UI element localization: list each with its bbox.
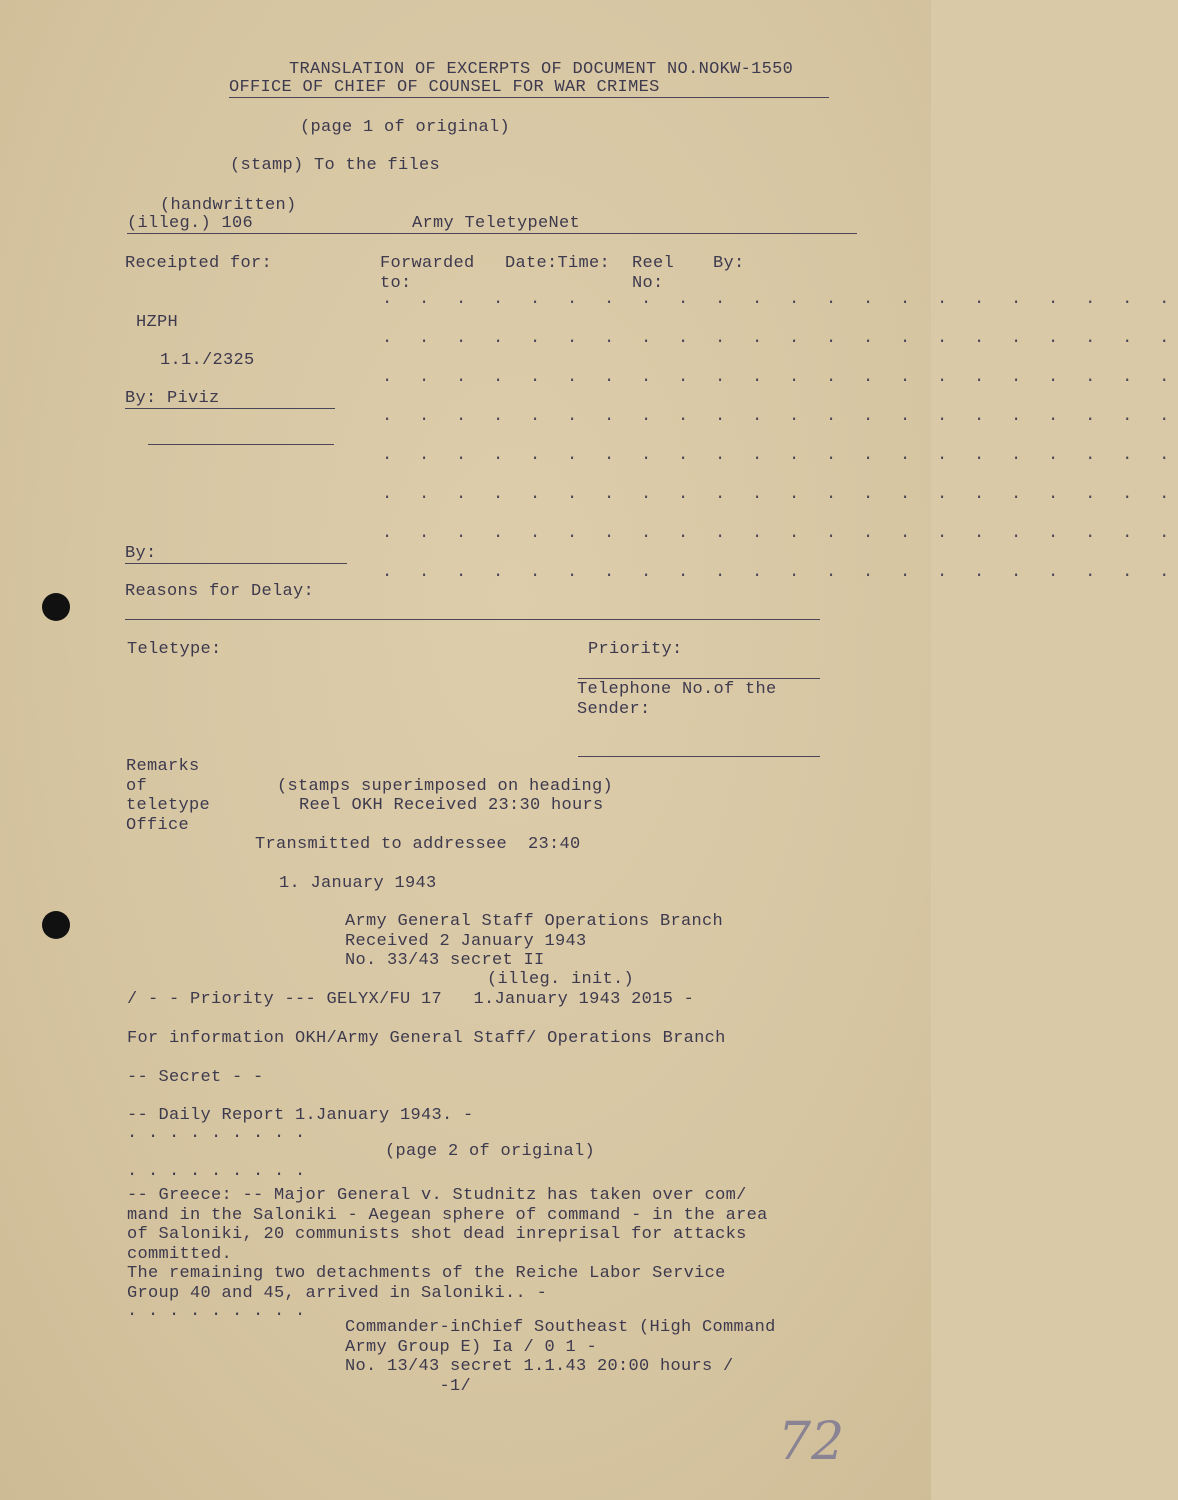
- forwarded-to-label: Forwarded to:: [380, 254, 475, 293]
- dotted-row: . . . . . . . . . . . . . . . . . . . . . .: [382, 563, 1178, 582]
- dotted-row: . . . . . . . . . . . . . . . . . . . . . .: [382, 407, 1178, 426]
- telephone-label: Telephone No.of the Sender:: [577, 680, 777, 719]
- by-signature: By: Piviz: [125, 389, 220, 408]
- secret-line: -- Secret - -: [127, 1068, 264, 1087]
- dotted-row: . . . . . . . . . . . . . . . . . . . . . .: [382, 485, 1178, 504]
- dotted-row: . . . . . . . . . . . . . . . . . . . . . .: [382, 524, 1178, 543]
- handwritten-page-number: 72: [778, 1412, 845, 1472]
- form-title-rule: [127, 233, 857, 234]
- ellipsis-line: . . . . . . . . .: [127, 1162, 306, 1181]
- greece-paragraph: -- Greece: -- Major General v. Studnitz has taken over com/ mand in the Saloniki - Aegean sphere of command - in the area of Saloniki, 20 communists shot dead inreprisal for attacks committed. The remaining two detachments of the Reiche Labor Service Group 40 and 45, arrived in Saloniki.. -: [127, 1186, 768, 1303]
- dotted-row: . . . . . . . . . . . . . . . . . . . . . .: [382, 290, 1178, 309]
- daily-report-line: -- Daily Report 1.January 1943. -: [127, 1106, 474, 1125]
- date-time-label: Date:Time:: [505, 254, 611, 273]
- receipted-for-label: Receipted for:: [125, 254, 273, 273]
- received-branch: Army General Staff Operations Branch: [345, 912, 724, 931]
- page-1-note: (page 1 of original): [300, 118, 511, 137]
- office-name: OFFICE OF CHIEF OF COUNSEL FOR WAR CRIMES: [229, 78, 660, 97]
- dotted-row: . . . . . . . . . . . . . . . . . . . . . .: [382, 368, 1178, 387]
- by-label: By:: [125, 544, 157, 563]
- teletype-date: 1. January 1943: [279, 874, 437, 893]
- telephone-rule: [578, 756, 820, 757]
- reel-received: Reel OKH Received 23:30 hours: [299, 796, 604, 815]
- punch-hole: [42, 911, 70, 939]
- dotted-row: . . . . . . . . . . . . . . . . . . . . . .: [382, 329, 1178, 348]
- receipt-code: HZPH: [136, 313, 179, 332]
- by-label-rule: [125, 563, 347, 564]
- page-2-note: (page 2 of original): [385, 1142, 596, 1161]
- form-separator-rule: [125, 619, 820, 620]
- signature-block: Commander-inChief Southeast (High Command Army Group E) Ia / 0 1 - No. 13/43 secret 1.1.43 20:00 hours / -1/: [345, 1318, 776, 1396]
- received-date: Received 2 January 1943: [345, 932, 587, 951]
- form-title: Army TeletypeNet: [412, 214, 581, 233]
- reel-no-label: Reel No:: [632, 254, 675, 293]
- header-underline: [229, 97, 829, 98]
- blank-rule: [148, 444, 334, 445]
- dotted-row: . . . . . . . . . . . . . . . . . . . . . .: [382, 446, 1178, 465]
- illeg-number: (illeg.) 106: [127, 214, 254, 233]
- receipt-number: 1.1./2325: [160, 351, 255, 370]
- priority-label: Priority:: [588, 640, 683, 659]
- by-signature-rule: [125, 408, 335, 409]
- ellipsis-line: . . . . . . . . .: [127, 1302, 306, 1321]
- ellipsis-line: . . . . . . . . .: [127, 1124, 306, 1143]
- received-initials: (illeg. init.): [487, 970, 635, 989]
- stamps-note: (stamps superimposed on heading): [277, 777, 614, 796]
- handwritten-note: (handwritten): [160, 196, 297, 215]
- remarks-label: Remarks of teletype Office: [126, 757, 211, 835]
- document-title: TRANSLATION OF EXCERPTS OF DOCUMENT NO.NOKW-1550: [289, 60, 794, 79]
- punch-hole: [42, 593, 70, 621]
- priority-line: / - - Priority --- GELYX/FU 17 1.January 1943 2015 -: [127, 990, 695, 1009]
- stamp-note: (stamp) To the files: [230, 156, 441, 175]
- info-line: For information OKH/Army General Staff/ Operations Branch: [127, 1029, 726, 1048]
- teletype-label: Teletype:: [127, 640, 222, 659]
- received-number: No. 33/43 secret II: [345, 951, 545, 970]
- priority-rule: [578, 678, 820, 679]
- transmitted-line: Transmitted to addressee 23:40: [255, 835, 581, 854]
- reasons-for-delay-label: Reasons for Delay:: [125, 582, 315, 601]
- by-header-label: By:: [713, 254, 745, 273]
